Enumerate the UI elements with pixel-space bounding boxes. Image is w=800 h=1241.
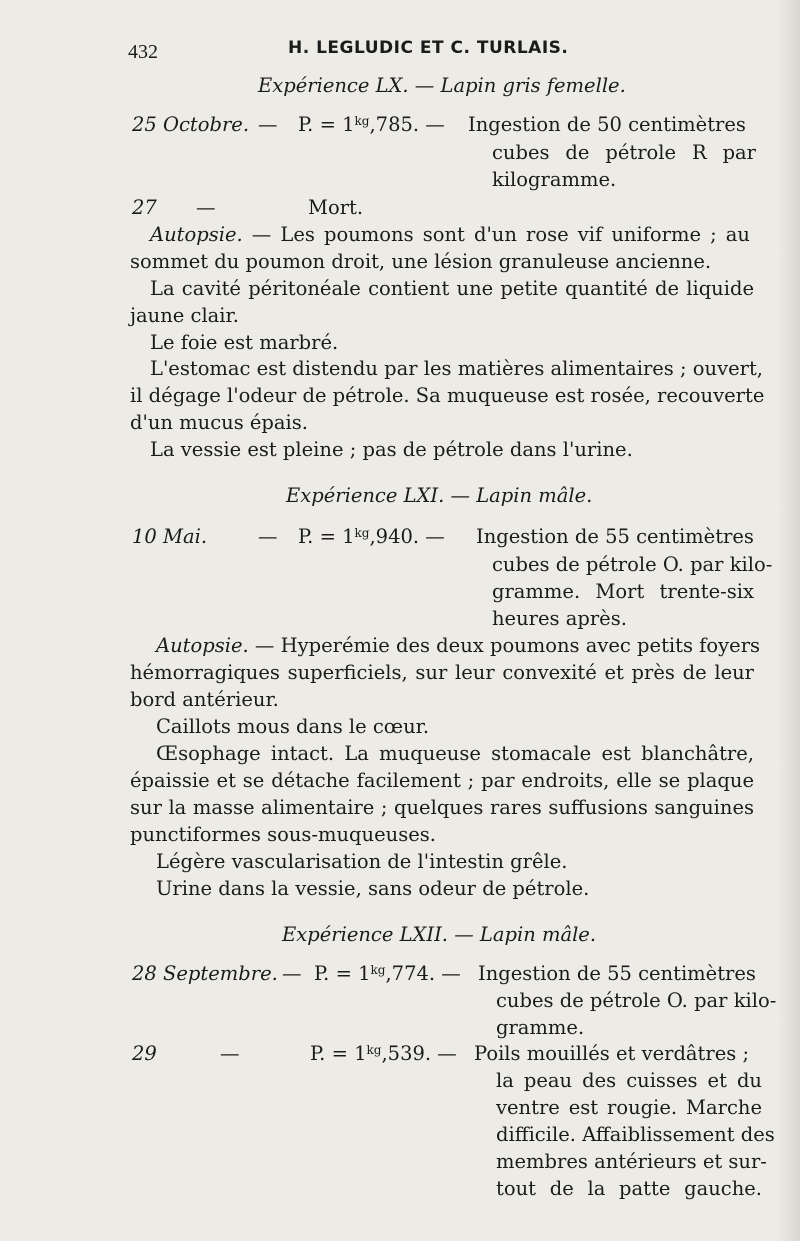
entry-weight xyxy=(310,1044,457,1064)
entry-day: 29 xyxy=(132,1042,157,1065)
weight-unit: kg xyxy=(366,1043,382,1057)
paragraph-line: L'estomac est distendu par les matières alimentaires ; ouvert, xyxy=(150,357,763,380)
paragraph-line: Urine dans la vessie, sans odeur de pétrole. xyxy=(156,877,590,900)
entry-date: 25 Octobre. xyxy=(132,113,250,136)
entry-dash: — xyxy=(282,962,302,985)
paragraph-line: Le foie est marbré. xyxy=(150,331,339,354)
entry-text-line: la peau des cuisses et du xyxy=(496,1069,762,1092)
entry-text-line: Ingestion de 55 centimètres xyxy=(476,525,754,548)
entry-text-line: membres antérieurs et sur- xyxy=(496,1150,767,1173)
autopsy-line xyxy=(156,634,761,657)
entry-text-line: difficile. Affaiblissement des xyxy=(496,1123,775,1146)
entry-dash: — xyxy=(258,525,278,548)
entry-dash: — xyxy=(258,113,278,136)
entry-text-line: kilogramme. xyxy=(492,168,617,191)
entry-dash: — xyxy=(220,1042,240,1065)
weight-unit: kg xyxy=(354,114,370,128)
autopsy-text: — Hyperémie des deux poumons avec petits foyers xyxy=(248,634,761,657)
entry-text-line: Poils mouillés et verdâtres ; xyxy=(474,1042,750,1065)
entry-text-line: ventre est rougie. Marche xyxy=(496,1096,762,1119)
paragraph-line: d'un mucus épais. xyxy=(130,411,308,434)
paragraph-line: hémorragiques superficiels, sur leur convexité et près de leur xyxy=(130,661,754,684)
entry-text-line: Ingestion de 55 centimètres xyxy=(478,962,756,985)
entry-text-line: cubes de pétrole O. par kilo- xyxy=(492,553,773,576)
running-title: H. LEGLUDIC ET C. TURLAIS. xyxy=(288,38,569,58)
entry-text-line: Ingestion de 50 centimètres xyxy=(468,113,746,136)
entry-text-line: tout de la patte gauche. xyxy=(496,1177,762,1200)
paragraph-line: épaissie et se détache facilement ; par endroits, elle se plaque xyxy=(130,769,754,792)
experiment-title-lxii: Expérience LXII. — Lapin mâle. xyxy=(282,923,597,946)
paragraph-line: La vessie est pleine ; pas de pétrole dans l'urine. xyxy=(150,438,633,461)
paragraph-line: bord antérieur. xyxy=(130,688,279,711)
paragraph-line: jaune clair. xyxy=(130,304,239,327)
entry-dash: — xyxy=(196,196,216,219)
entry-weight xyxy=(314,964,461,984)
paragraph-line: sommet du poumon droit, une lésion granuleuse ancienne. xyxy=(130,250,712,273)
weight-prefix: P. = 1 xyxy=(298,525,355,548)
weight-unit: kg xyxy=(370,963,386,977)
paragraph-line: Caillots mous dans le cœur. xyxy=(156,715,430,738)
paragraph-line: sur la masse alimentaire ; quelques rares suffusions sanguines xyxy=(130,796,754,819)
autopsy-label: Autopsie. xyxy=(156,634,249,657)
paragraph-line: Œsophage intact. La muqueuse stomacale est blanchâtre, xyxy=(156,742,754,765)
entry-text-line: gramme. Mort trente-six xyxy=(492,580,754,603)
entry-date: 10 Mai. xyxy=(132,525,208,548)
entry-date: 28 Septembre. xyxy=(132,962,278,985)
paragraph-line: Légère vascularisation de l'intestin grêle. xyxy=(156,850,568,873)
weight-prefix: P. = 1 xyxy=(298,113,355,136)
entry-text-line: Mort. xyxy=(308,196,364,219)
weight-unit: kg xyxy=(354,526,370,540)
entry-text-line: gramme. xyxy=(496,1016,585,1039)
autopsy-text: — Les poumons sont d'un rose vif uniforme ; au xyxy=(242,223,750,246)
autopsy-line xyxy=(150,225,750,245)
experiment-title-lxi: Expérience LXI. — Lapin mâle. xyxy=(286,484,593,507)
weight-value: ,940. — xyxy=(369,525,445,548)
entry-text-line: cubes de pétrole R par xyxy=(492,141,756,164)
weight-prefix: P. = 1 xyxy=(310,1042,367,1065)
entry-text-line: cubes de pétrole O. par kilo- xyxy=(496,989,777,1012)
entry-text-line: heures après. xyxy=(492,607,627,630)
page-edge-shadow xyxy=(778,0,800,1241)
autopsy-label: Autopsie. xyxy=(150,223,243,246)
entry-weight xyxy=(298,527,445,547)
experiment-title-lx: Expérience LX. — Lapin gris femelle. xyxy=(258,74,626,97)
page-number: 432 xyxy=(128,41,158,63)
weight-value: ,539. — xyxy=(381,1042,457,1065)
entry-weight xyxy=(298,115,445,135)
paragraph-line: punctiformes sous-muqueuses. xyxy=(130,823,436,846)
weight-value: ,785. — xyxy=(369,113,445,136)
weight-value: ,774. — xyxy=(385,962,461,985)
weight-prefix: P. = 1 xyxy=(314,962,371,985)
paragraph-line: il dégage l'odeur de pétrole. Sa muqueuse est rosée, recouverte xyxy=(130,384,765,407)
entry-day: 27 xyxy=(132,196,157,219)
paragraph-line: La cavité péritonéale contient une petite quantité de liquide xyxy=(150,277,754,300)
